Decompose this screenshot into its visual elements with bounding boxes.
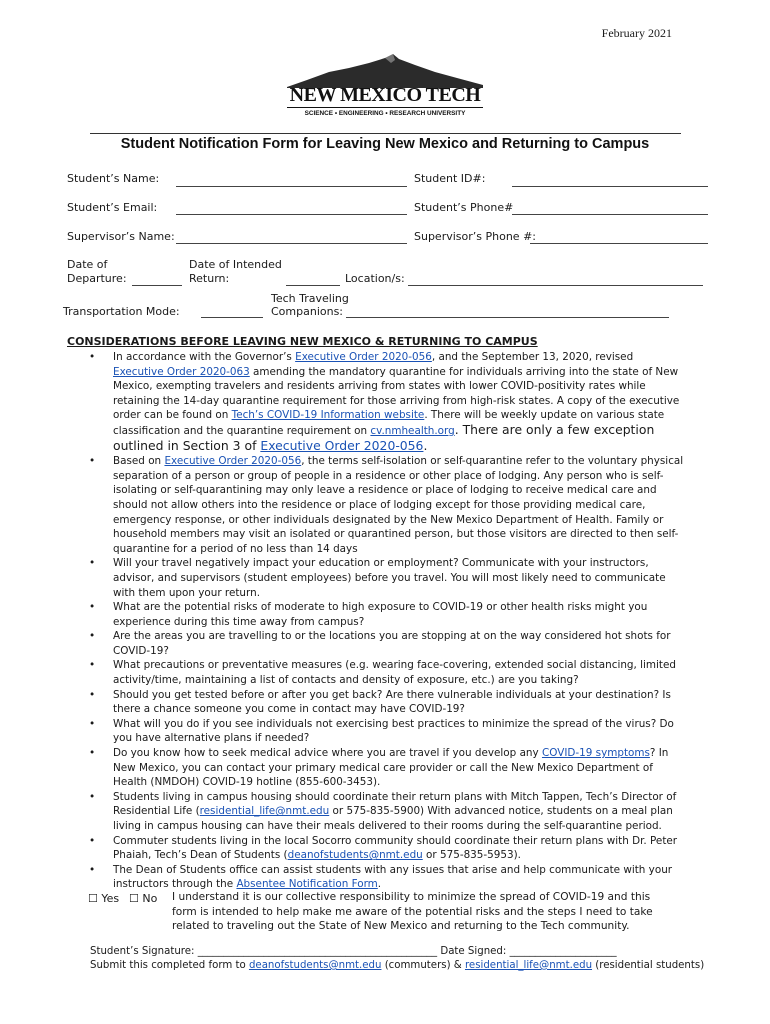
list-item: • Should you get tested before or after you get back? Are there vulnerable individuals at your destination? Is there a chance someone you come in contact may have COVID-19? [89, 688, 671, 716]
supervisor-name-field[interactable] [176, 243, 407, 244]
submit-instructions: Submit this completed form to deanofstudents@nmt.edu (commuters) & residential_life@nmt.edu (residential students) [90, 960, 705, 971]
student-name-label: Student’s Name: [67, 172, 160, 185]
considerations-list [87, 350, 687, 892]
dean-of-students-email-link[interactable]: deanofstudents@nmt.edu [287, 849, 423, 862]
departure-date-field[interactable] [132, 285, 182, 286]
companions-label-line2: Companions: [271, 305, 344, 318]
list-item: • In accordance with the Governor’s Executive Order 2020-056, and the September 13, 2020, revised Executive Order 2020-063 amending the mandatory quarantine for individuals arriving into the state of New Mexico, exempting travelers and residents arriving from states with lower COVID-positivity rates while retaining the 14-day quarantine requirement for those arriving from high-risk states. A copy of the executive order can be found on Tech’s COVID-19 Information website. There will be weekly update on various state classification and the quarantine requirement on cv.nmhealth.org. There are only a few exception outlined in Section 3 of Executive Order 2020-056. [89, 351, 680, 453]
submit-residential-email-link[interactable]: residential_life@nmt.edu [464, 960, 593, 971]
list-item: • What precautions or preventative measures (e.g. wearing face-covering, extended social distancing, limited activity/time, maintaining a list of contacts and density of exposure, etc.) are you taking? [89, 659, 676, 687]
list-item: • Will your travel negatively impact your education or employment? Communicate with your instructors, advisor, and supervisors (student employees) before you travel. You will most likely need to communicate with them upon your return. [89, 557, 666, 599]
residential-life-email-link[interactable]: residential_life@nmt.edu [199, 805, 330, 818]
bullet-icon: • [89, 717, 96, 730]
bullet-icon: • [89, 659, 96, 672]
companions-field[interactable] [346, 317, 669, 318]
bullet-icon: • [89, 630, 96, 643]
return-date-label-line1: Date of Intended [189, 258, 282, 271]
logo-tagline: SCIENCE • ENGINEERING • RESEARCH UNIVERSITY [304, 110, 466, 117]
form-title: Student Notification Form for Leaving New Mexico and Returning to Campus [120, 136, 650, 152]
covid-symptoms-link[interactable]: COVID-19 symptoms [541, 747, 650, 760]
no-checkbox[interactable]: ☐ No [129, 892, 158, 905]
considerations-heading: CONSIDERATIONS BEFORE LEAVING NEW MEXICO & RETURNING TO CAMPUS [67, 335, 538, 348]
list-item: • Do you know how to seek medical advice where you are travel if you develop any COVID-19 symptoms? In New Mexico, you can contact your primary medical care provider or call the New Mexico Department of Health (NMDOH) COVID-19 hotline (855-600-3453). [89, 747, 669, 789]
departure-date-label-line1: Date of [67, 258, 108, 271]
yes-checkbox[interactable]: ☐ Yes [88, 892, 120, 905]
student-email-field[interactable] [176, 214, 407, 215]
executive-order-056-link-2[interactable]: Executive Order 2020-056 [164, 455, 302, 468]
logo-rule [287, 107, 483, 108]
location-field[interactable] [408, 285, 703, 286]
supervisor-phone-field[interactable] [530, 243, 708, 244]
signature-line[interactable]: Student’s Signature: _______________________________________________ Date Signed: _____________________ [90, 946, 617, 957]
departure-date-label-line2: Departure: [67, 272, 127, 285]
executive-order-056-link[interactable]: Executive Order 2020-056 [295, 351, 432, 363]
nmhealth-link[interactable]: cv.nmhealth.org [370, 424, 455, 437]
bullet-icon: • [89, 601, 96, 614]
bullet-icon: • [89, 790, 96, 803]
bullet-icon: • [89, 834, 96, 847]
list-item: • Students living in campus housing should coordinate their return plans with Mitch Tappen, Tech’s Director of Residential Life (residential_life@nmt.edu or 575-835-5900) With advanced notice, students on a meal plan living in campus housing can have their meals delivered to their rooms during the self-quarantine period. [89, 790, 677, 832]
acknowledgement-text: I understand it is our collective responsibility to minimize the spread of COVID-19 and this form is intended to help make me aware of the potential risks and the steps I need to take related to traveling out the State of New Mexico and returning to the Tech community. [172, 891, 653, 933]
student-phone-field[interactable] [512, 214, 708, 215]
bullet-icon: • [89, 747, 96, 760]
bullet-icon: • [89, 863, 96, 876]
return-date-field[interactable] [286, 285, 340, 286]
bullet-icon: • [89, 557, 96, 570]
student-email-label: Student’s Email: [67, 201, 158, 214]
nmt-logo [287, 54, 483, 120]
student-id-field[interactable] [512, 186, 708, 187]
transport-mode-label: Transportation Mode: [63, 305, 180, 318]
absentee-form-link[interactable]: Absentee Notification Form [236, 878, 378, 891]
location-label: Location/s: [345, 272, 405, 285]
supervisor-phone-label: Supervisor’s Phone #: [414, 230, 536, 243]
bullet-icon: • [89, 351, 96, 363]
list-item: • What will you do if you see individuals not exercising best practices to minimize the spread of the virus? Do you have alternative plans if needed? [89, 717, 674, 745]
logo-wordmark: NEW MEXICO TECH [289, 84, 481, 106]
document-date: February 2021 [601, 26, 672, 40]
submit-dean-email-link[interactable]: deanofstudents@nmt.edu [248, 960, 382, 971]
transport-mode-field[interactable] [201, 317, 263, 318]
executive-order-063-link[interactable]: Executive Order 2020-063 [113, 365, 250, 378]
covid-info-website-link[interactable]: Tech’s COVID-19 Information website [231, 409, 425, 422]
list-item: • Based on Executive Order 2020-056, the terms self-isolation or self-quarantine refer to the voluntary physical separation of a person or group of people in a residence or other place of lodging. Any person who is self-isolating or self-quarantining may only leave a residence or place of lodging to receive medical care and should not allow others into the residence or place of lodging except for those providing medical care, emergency response, or other individuals designated by the New Mexico Department of Health. Family or household members may visit an isolated or quarantined person, but those visitors are directed to then self-quarantine for a period of no less than 14 days [89, 455, 684, 555]
list-item: • Are the areas you are travelling to or the locations you are stopping at on the way considered hot shots for COVID-19? [89, 630, 671, 657]
list-item: • Commuter students living in the local Socorro community should coordinate their return plans with Dr. Peter Phaiah, Tech’s Dean of Students (deanofstudents@nmt.edu or 575-835-5953). [89, 834, 678, 862]
executive-order-056-section-link[interactable]: Executive Order 2020-056 [260, 437, 424, 453]
supervisor-name-label: Supervisor’s Name: [67, 230, 175, 243]
student-id-label: Student ID#: [414, 172, 486, 185]
list-item: • The Dean of Students office can assist students with any issues that arise and help communicate with your instructors through the Absentee Notification Form. [89, 863, 673, 891]
student-phone-label: Student’s Phone# [414, 201, 514, 214]
return-date-label-line2: Return: [189, 272, 230, 285]
bullet-icon: • [89, 455, 96, 468]
mountain-logo-icon [287, 54, 483, 88]
student-name-field[interactable] [176, 186, 407, 187]
bullet-icon: • [89, 688, 96, 701]
companions-label-line1: Tech Traveling [271, 292, 349, 305]
title-divider [90, 133, 681, 134]
list-item: • What are the potential risks of moderate to high exposure to COVID-19 or other health risks might you experience during this time away from campus? [89, 601, 648, 628]
